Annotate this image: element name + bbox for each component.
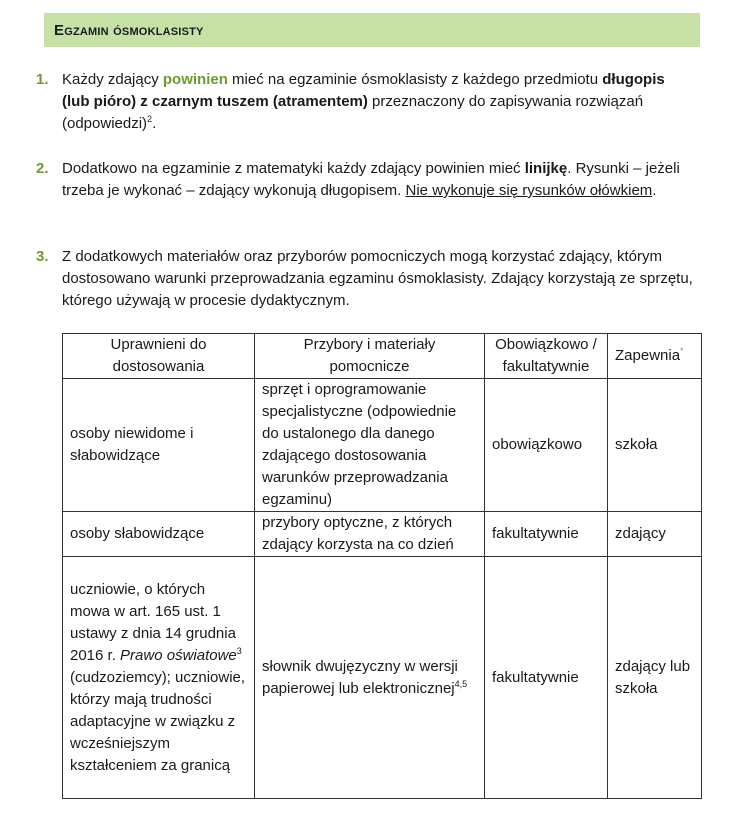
header-provides	[608, 334, 702, 379]
list-item-2	[36, 158, 696, 202]
list-item-1	[36, 69, 696, 135]
section-title: Egzamin ósmoklasisty	[54, 21, 204, 39]
text-segment: . Rysunki – jeżeli trzeba je wykonać – zdający wykonują długopisem.	[62, 160, 680, 199]
header-eligible: Uprawnieni do dostosowania	[63, 334, 255, 379]
item-number: 3.	[36, 248, 49, 265]
footnote-ref: 4,5	[454, 678, 468, 689]
highlight-text: powinien	[162, 71, 228, 88]
text-segment: Każdy zdający	[62, 71, 163, 88]
text-segment: Dodatkowo na egzaminie z matematyki każdy zdający powinien mieć	[62, 160, 525, 177]
table-row	[63, 379, 702, 512]
item-text: Z dodatkowych materiałów oraz przyborów pomocniczych mogą korzystać zdający, którym dostosowano warunki przeprowadzania egzaminu ósmoklasisty. Zdający korzystają ze sprzętu, którego używają w procesie dydaktycznym.	[62, 248, 693, 309]
text-segment: uczniowie, o których mowa w art. 165 ust. 1 ustawy z dnia 14 grudnia 2016 r.	[70, 580, 236, 664]
section-header	[44, 13, 700, 47]
text-segment: (cudzoziemcy); uczniowie, którzy mają trudności adaptacyjne w związku z wcześniejszym kształceniem za granicą	[70, 668, 246, 774]
cell-obligatory: fakultatywnie	[485, 512, 608, 557]
italic-text: Prawo oświatowe	[120, 646, 237, 664]
text-segment: .	[652, 182, 657, 199]
cell-aids	[255, 557, 485, 799]
asterisk: *	[680, 346, 684, 356]
text-segment: mieć na egzaminie ósmoklasisty z każdego przedmiotu	[227, 71, 603, 88]
item-number: 2.	[36, 160, 49, 177]
header-obligatory: Obowiązkowo / fakultatywnie	[485, 334, 608, 379]
table-header-row	[63, 334, 702, 379]
cell-obligatory: fakultatywnie	[485, 557, 608, 799]
list-item-3	[36, 246, 696, 312]
cell-eligible	[63, 557, 255, 799]
header-aids: Przybory i materiały pomocnicze	[255, 334, 485, 379]
underlined-text: Nie wykonuje się rysunków ołówkiem	[405, 182, 653, 199]
text-segment: przeznaczony do zapisywania rozwiązań (odpowiedzi)	[62, 93, 644, 132]
cell-eligible: osoby niewidome i słabowidzące	[63, 379, 255, 512]
item-number: 1.	[36, 71, 49, 88]
header-provides-label: Zapewnia	[615, 347, 681, 364]
footnote-ref: 2	[147, 114, 153, 124]
text-segment: słownik dwujęzyczny w wersji papierowej lub elektronicznej	[262, 657, 458, 697]
aids-table	[62, 333, 702, 799]
cell-provides: szkoła	[608, 379, 702, 512]
bold-text: linijkę	[524, 160, 568, 177]
text-segment: .	[152, 115, 157, 132]
cell-aids: sprzęt i oprogramowanie specjalistyczne (odpowiednie do ustalonego dla danego zdającego dostosowania warunków przeprowadzania egzaminu)	[255, 379, 485, 512]
cell-provides: zdający	[608, 512, 702, 557]
table-row	[63, 557, 702, 799]
cell-eligible: osoby słabowidzące	[63, 512, 255, 557]
item-text	[62, 158, 696, 202]
cell-aids: przybory optyczne, z których zdający korzysta na co dzień	[255, 512, 485, 557]
item-text	[62, 69, 696, 135]
cell-provides: zdający lub szkoła	[608, 557, 702, 799]
bold-text: długopis (lub pióro) z czarnym tuszem (atramentem)	[62, 71, 665, 110]
cell-obligatory: obowiązkowo	[485, 379, 608, 512]
footnote-ref: 3	[236, 645, 242, 656]
table-row	[63, 512, 702, 557]
